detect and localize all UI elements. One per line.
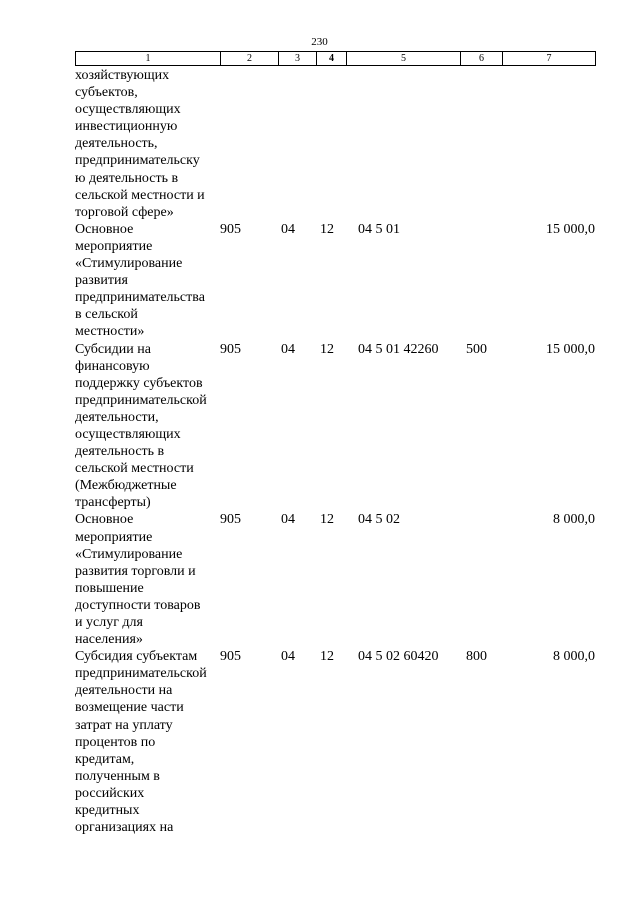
row-subsection-code: 12: [320, 649, 334, 665]
header-col-6: 6: [461, 52, 503, 65]
row-section-code: 04: [281, 512, 295, 528]
row-ministry-code: 905: [220, 341, 241, 357]
row-name: Основное мероприятие «Стимулирование развития торговли и повышение доступности товаров и услуг для населения»: [75, 512, 201, 648]
row-ministry-code: 905: [220, 649, 241, 665]
row-section-code: 04: [281, 221, 295, 237]
row-subsection-code: 12: [320, 341, 334, 357]
header-col-4: 4: [317, 52, 347, 65]
page-number: 230: [311, 36, 328, 48]
table-row: [75, 67, 599, 221]
row-name: Субсидии на финансовую поддержку субъектов предпринимательской деятельности, осуществляющих деятельность в сельской местности (Межбюджетные трансферты): [75, 341, 207, 511]
row-ministry-code: 905: [220, 221, 241, 237]
row-target-code: 04 5 01 42260: [358, 341, 439, 357]
row-name: Субсидия субъектам предпринимательской деятельности на возмещение части затрат на уплату процентов по кредитам, полученным в российских кредитных организациях на: [75, 649, 207, 836]
row-expense-type: 500: [466, 341, 487, 357]
table-row: [75, 511, 599, 648]
header-col-5: 5: [347, 52, 461, 65]
header-col-7: 7: [546, 53, 552, 64]
row-subsection-code: 12: [320, 512, 334, 528]
row-section-code: 04: [281, 649, 295, 665]
row-expense-type: 800: [466, 649, 487, 665]
row-target-code: 04 5 02 60420: [358, 649, 439, 665]
header-col-1: 1: [76, 52, 221, 65]
header-col-3: 3: [279, 52, 317, 65]
row-target-code: 04 5 02: [358, 512, 400, 528]
header-col-2: 2: [221, 52, 279, 65]
row-section-code: 04: [281, 341, 295, 357]
row-ministry-code: 905: [220, 512, 241, 528]
row-amount: 15 000,0: [546, 341, 595, 357]
table-row: [75, 341, 599, 512]
table-row: [75, 221, 599, 341]
row-name: хозяйствующих субъектов, осуществляющих инвестиционную деятельность, предпринимательску ю деятельность в сельской местности и торговой сфере»: [75, 68, 205, 220]
table-body: [75, 67, 599, 836]
row-amount: 15 000,0: [546, 221, 595, 237]
table-row: [75, 648, 599, 836]
row-name: Основное мероприятие «Стимулирование развития предпринимательства в сельской местности»: [75, 221, 205, 340]
row-target-code: 04 5 01: [358, 221, 400, 237]
table-header-row: [75, 51, 596, 66]
row-subsection-code: 12: [320, 221, 334, 237]
row-amount: 8 000,0: [553, 512, 595, 528]
row-amount: 8 000,0: [553, 649, 595, 665]
